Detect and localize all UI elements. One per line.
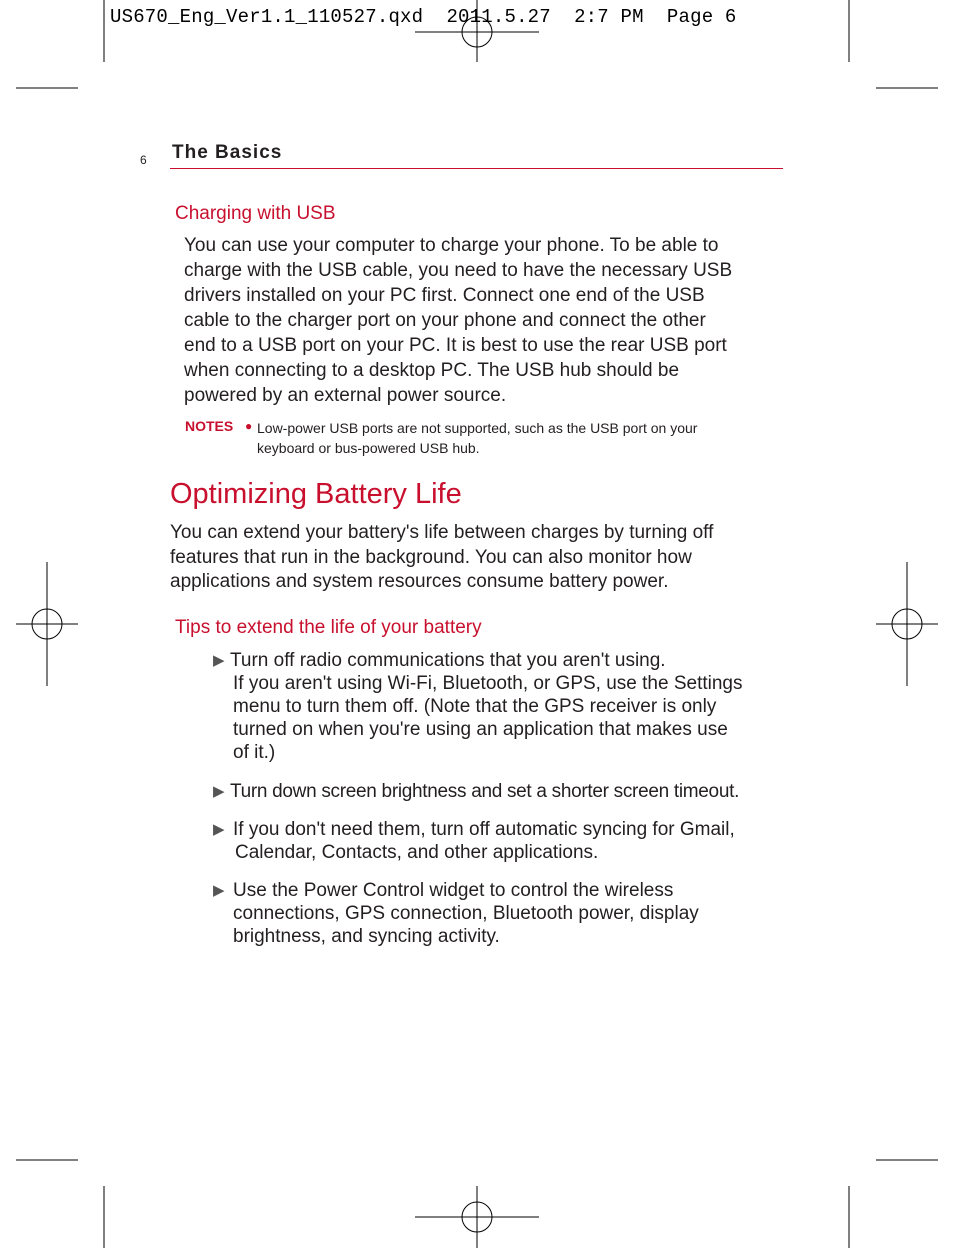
- print-slug: US670_Eng_Ver1.1_110527.qxd 2011.5.27 2:7 PM Page 6: [110, 6, 737, 28]
- charging-heading: Charging with USB: [175, 203, 336, 224]
- arrow-right-icon: ▶: [213, 821, 225, 838]
- arrow-right-icon: ▶: [213, 652, 225, 669]
- charging-paragraph: [184, 233, 784, 408]
- paragraph-line: applications and system resources consume battery power.: [170, 571, 669, 592]
- paragraph-line: powered by an external power source.: [184, 385, 507, 406]
- arrow-right-icon: ▶: [213, 783, 225, 800]
- section-title: The Basics: [172, 142, 283, 163]
- notes-line: Low-power USB ports are not supported, such as the USB port on your: [257, 420, 698, 436]
- tip-item: ▶ Use the Power Control widget to control the wireless connections, GPS connection, Bluetooth power, display brightness, and syncing activity.: [213, 880, 699, 947]
- paragraph-line: charge with the USB cable, you need to have the necessary USB: [184, 260, 733, 281]
- battery-paragraph: [170, 521, 780, 595]
- battery-heading: Optimizing Battery Life: [170, 478, 462, 510]
- tip-item: ▶ Turn off radio communications that you aren't using. If you aren't using Wi-Fi, Bluetooth, or GPS, use the Settings menu to turn them off. (Note that the GPS receiver is only turned on when you're using an application that makes use of it.): [213, 650, 743, 763]
- paragraph-line: when connecting to a desktop PC. The USB hub should be: [184, 360, 680, 381]
- section-divider: [170, 168, 783, 169]
- page-number: 6: [140, 153, 147, 167]
- tips-heading: Tips to extend the life of your battery: [175, 617, 482, 638]
- arrow-right-icon: ▶: [213, 882, 225, 899]
- notes-text: [257, 418, 757, 458]
- tip-item: ▶ If you don't need them, turn off automatic syncing for Gmail, Calendar, Contacts, and other applications.: [213, 819, 735, 863]
- bullet-icon: ●: [245, 419, 253, 433]
- paragraph-line: cable to the charger port on your phone and connect the other: [184, 310, 706, 331]
- paragraph-line: drivers installed on your PC first. Connect one end of the USB: [184, 285, 705, 306]
- notes-label: NOTES: [185, 418, 234, 434]
- paragraph-line: You can use your computer to charge your phone. To be able to: [184, 235, 719, 256]
- paragraph-line: You can extend your battery's life between charges by turning off: [170, 522, 714, 543]
- paragraph-line: features that run in the background. You can also monitor how: [170, 546, 692, 568]
- tip-item: ▶ Turn down screen brightness and set a shorter screen timeout.: [213, 781, 740, 802]
- paragraph-line: end to a USB port on your PC. It is best to use the rear USB port: [184, 335, 727, 356]
- notes-line: keyboard or bus-powered USB hub.: [257, 440, 480, 456]
